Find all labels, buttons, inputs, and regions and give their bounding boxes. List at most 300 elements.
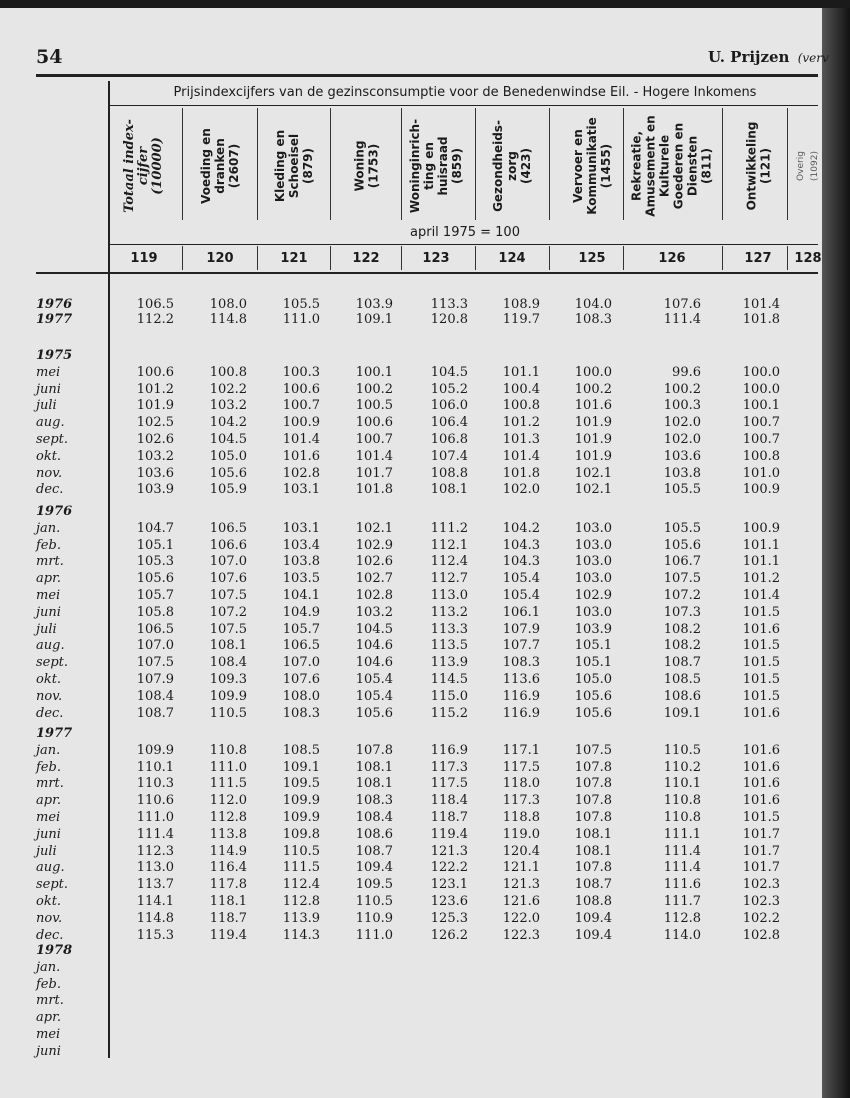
- table-cell: 110.1: [136, 759, 174, 775]
- row-label: okt.: [36, 894, 62, 909]
- table-cell: 108.9: [502, 297, 540, 312]
- table-cell: 102.5: [136, 415, 174, 431]
- column-number-120: 120: [206, 251, 234, 266]
- column-divider: [722, 246, 723, 270]
- table-cell: 108.1: [574, 826, 612, 842]
- table-cell: 114.8: [136, 910, 174, 926]
- table-cell: 116.9: [502, 705, 540, 721]
- table-cell: 107.8: [355, 742, 393, 758]
- table-cell: 108.8: [430, 465, 468, 481]
- table-cell: 103.2: [355, 604, 393, 620]
- table-cell: 113.8: [209, 826, 247, 842]
- table-cell: 101.4: [742, 297, 780, 312]
- table-cell: 103.5: [282, 571, 320, 587]
- table-cell: 103.9: [574, 621, 612, 637]
- table-cell: 104.9: [282, 604, 320, 620]
- table-cell: 108.1: [209, 638, 247, 654]
- table-cell: 101.5: [742, 638, 780, 654]
- column-divider: [257, 108, 258, 220]
- table-cell: 107.6: [282, 672, 320, 687]
- year-label: 1977: [36, 726, 73, 741]
- column-divider: [787, 246, 788, 270]
- table-cell: 102.8: [742, 927, 780, 943]
- table-cell: 113.3: [430, 621, 468, 637]
- column-divider: [623, 246, 624, 270]
- table-cell: 102.6: [136, 432, 174, 447]
- table-cell: 101.8: [355, 482, 393, 498]
- column-header-119: [109, 108, 179, 223]
- column-number-127: 127: [744, 251, 772, 266]
- table-cell: 106.4: [430, 415, 468, 431]
- column-header-label: Totaal index- cijfer (10000): [122, 118, 165, 213]
- column-divider: [475, 108, 476, 220]
- table-cell: 111.5: [209, 776, 247, 792]
- year-label: 1978: [36, 943, 73, 958]
- column-header-123: [401, 108, 471, 223]
- table-cell: 100.7: [742, 432, 780, 447]
- table-cell: 104.1: [282, 588, 320, 603]
- table-cell: 111.1: [663, 826, 701, 842]
- table-cell: 108.1: [430, 482, 468, 498]
- table-cell: 109.3: [209, 672, 247, 687]
- table-cell: 105.4: [502, 571, 540, 587]
- table-cell: 101.2: [742, 571, 780, 587]
- column-divider: [549, 246, 550, 270]
- table-cell: 105.5: [663, 520, 701, 536]
- table-cell: 108.1: [355, 776, 393, 792]
- table-cell: 100.9: [282, 415, 320, 431]
- table-cell: 103.8: [663, 465, 701, 481]
- section-letter: U.: [708, 48, 725, 66]
- table-cell: 112.4: [282, 877, 320, 893]
- column-divider: [257, 246, 258, 270]
- title-rule: [110, 105, 818, 106]
- table-cell: 116.9: [430, 742, 468, 758]
- table-cell: 115.2: [430, 705, 468, 721]
- table-cell: 107.6: [209, 571, 247, 587]
- table-cell: 105.6: [209, 465, 247, 481]
- table-cell: 113.3: [430, 297, 468, 312]
- table-cell: 109.4: [574, 910, 612, 926]
- column-divider: [182, 108, 183, 220]
- table-cell: 101.1: [742, 554, 780, 570]
- table-cell: 113.7: [136, 877, 174, 893]
- column-divider: [549, 108, 550, 220]
- table-cell: 100.8: [742, 448, 780, 464]
- table-cell: 118.1: [209, 894, 247, 909]
- table-cell: 121.3: [502, 877, 540, 893]
- table-cell: 108.4: [136, 688, 174, 704]
- table-cell: 112.3: [136, 843, 174, 859]
- running-head: [708, 48, 829, 66]
- table-cell: 111.4: [663, 843, 701, 859]
- table-cell: 108.1: [574, 843, 612, 859]
- table-cell: 101.5: [742, 688, 780, 704]
- table-cell: 106.0: [430, 398, 468, 414]
- table-cell: 121.1: [502, 860, 540, 876]
- column-header-126: [631, 108, 713, 223]
- table-cell: 101.9: [136, 398, 174, 414]
- table-cell: 101.6: [574, 398, 612, 414]
- book-binding-shadow: [822, 8, 850, 1098]
- table-cell: 109.9: [282, 793, 320, 809]
- table-cell: 108.5: [663, 672, 701, 687]
- table-cell: 100.1: [742, 398, 780, 414]
- table-cell: 116.4: [209, 860, 247, 876]
- table-cell: 107.0: [209, 554, 247, 570]
- row-label: sept.: [36, 877, 69, 893]
- column-divider: [623, 108, 624, 220]
- row-label: mrt.: [36, 776, 64, 792]
- table-cell: 113.2: [430, 604, 468, 620]
- table-cell: 106.1: [502, 604, 540, 620]
- table-cell: 104.2: [502, 520, 540, 536]
- row-label: apr.: [36, 793, 61, 809]
- table-cell: 99.6: [672, 364, 701, 380]
- table-cell: 105.0: [209, 448, 247, 464]
- table-cell: 117.8: [209, 877, 247, 893]
- table-cell: 109.5: [282, 776, 320, 792]
- row-label: mei: [36, 1027, 61, 1042]
- table-cell: 100.9: [742, 482, 780, 498]
- table-cell: 107.5: [209, 621, 247, 637]
- row-label: apr.: [36, 1010, 61, 1026]
- table-cell: 100.2: [574, 381, 612, 397]
- table-cell: 101.6: [742, 705, 780, 721]
- table-cell: 100.0: [742, 381, 780, 397]
- table-cell: 103.0: [574, 537, 612, 553]
- table-cell: 105.8: [136, 604, 174, 620]
- table-cell: 110.5: [282, 843, 320, 859]
- table-cell: 101.5: [742, 604, 780, 620]
- column-divider: [475, 246, 476, 270]
- table-cell: 105.3: [136, 554, 174, 570]
- row-label: nov.: [36, 688, 63, 704]
- column-divider: [722, 108, 723, 220]
- table-cell: 107.8: [574, 759, 612, 775]
- row-label: sept.: [36, 432, 69, 447]
- row-label: okt.: [36, 448, 62, 464]
- column-number-121: 121: [280, 251, 308, 266]
- column-number-119: 119: [130, 251, 158, 266]
- table-cell: 108.8: [574, 894, 612, 909]
- column-header-label: Woning (1753): [352, 140, 380, 191]
- table-cell: 105.7: [136, 588, 174, 603]
- table-cell: 100.1: [355, 364, 393, 380]
- column-header-122: [331, 108, 401, 223]
- column-number-128: 128: [794, 251, 822, 266]
- table-cell: 106.5: [136, 621, 174, 637]
- row-label: jan.: [36, 959, 61, 975]
- table-cell: 101.0: [742, 465, 780, 481]
- table-cell: 120.8: [430, 312, 468, 327]
- table-cell: 109.4: [355, 860, 393, 876]
- table-cell: 103.0: [574, 520, 612, 536]
- table-cell: 111.2: [430, 520, 468, 536]
- row-label: jan.: [36, 520, 61, 536]
- row-label: juli: [36, 621, 57, 637]
- column-header-120: [185, 108, 255, 223]
- table-cell: 115.0: [430, 688, 468, 704]
- table-cell: 107.9: [136, 672, 174, 687]
- table-cell: 102.6: [355, 554, 393, 570]
- table-cell: 100.2: [663, 381, 701, 397]
- row-label: juni: [36, 826, 61, 842]
- table-cell: 104.5: [430, 364, 468, 380]
- table-cell: 100.0: [742, 364, 780, 380]
- table-cell: 114.1: [136, 894, 174, 909]
- table-cell: 101.5: [742, 655, 780, 671]
- table-cell: 102.1: [355, 520, 393, 536]
- table-cell: 101.6: [742, 776, 780, 792]
- column-header-label: Overig (1092): [796, 150, 820, 181]
- table-cell: 111.0: [209, 759, 247, 775]
- table-cell: 102.2: [209, 381, 247, 397]
- table-cell: 101.3: [502, 432, 540, 447]
- table-cell: 101.7: [742, 826, 780, 842]
- table-cell: 102.9: [574, 588, 612, 603]
- table-cell: 117.1: [502, 742, 540, 758]
- table-cell: 100.7: [355, 432, 393, 447]
- table-cell: 103.8: [282, 554, 320, 570]
- table-cell: 118.7: [209, 910, 247, 926]
- table-cell: 100.7: [742, 415, 780, 431]
- table-cell: 100.4: [502, 381, 540, 397]
- table-cell: 107.2: [209, 604, 247, 620]
- table-cell: 105.4: [355, 688, 393, 704]
- table-cell: 109.9: [209, 688, 247, 704]
- table-cell: 118.4: [430, 793, 468, 809]
- table-cell: 105.6: [136, 571, 174, 587]
- table-cell: 108.3: [282, 705, 320, 721]
- table-cell: 111.0: [282, 312, 320, 327]
- table-cell: 101.8: [502, 465, 540, 481]
- table-cell: 100.8: [502, 398, 540, 414]
- table-cell: 105.1: [136, 537, 174, 553]
- table-cell: 114.5: [430, 672, 468, 687]
- table-cell: 123.6: [430, 894, 468, 909]
- table-cell: 111.4: [663, 312, 701, 327]
- table-cell: 110.8: [663, 793, 701, 809]
- table-cell: 106.7: [663, 554, 701, 570]
- table-cell: 103.2: [209, 398, 247, 414]
- table-cell: 102.2: [742, 910, 780, 926]
- table-cell: 116.9: [502, 688, 540, 704]
- table-cell: 105.1: [574, 638, 612, 654]
- row-label: nov.: [36, 465, 63, 481]
- table-cell: 110.5: [663, 742, 701, 758]
- column-header-128: [793, 108, 823, 223]
- table-title: Prijsindexcijfers van de gezinsconsumptie voor de Benedenwindse Eil. - Hogere Inkomens: [173, 85, 757, 100]
- table-cell: 106.6: [209, 537, 247, 553]
- row-label: juni: [36, 1043, 61, 1059]
- table-cell: 108.7: [663, 655, 701, 671]
- row-label: mei: [36, 810, 61, 825]
- table-cell: 101.4: [355, 448, 393, 464]
- table-cell: 113.9: [430, 655, 468, 671]
- table-cell: 105.6: [663, 537, 701, 553]
- table-cell: 103.2: [136, 448, 174, 464]
- row-label: mrt.: [36, 993, 64, 1009]
- table-cell: 101.7: [742, 860, 780, 876]
- column-number-123: 123: [422, 251, 450, 266]
- row-label: aug.: [36, 638, 65, 654]
- row-label: dec.: [36, 705, 64, 721]
- row-label: mei: [36, 588, 61, 603]
- table-cell: 110.6: [136, 793, 174, 809]
- column-divider: [182, 246, 183, 270]
- table-cell: 111.4: [663, 860, 701, 876]
- table-cell: 107.7: [502, 638, 540, 654]
- table-cell: 108.7: [136, 705, 174, 721]
- table-cell: 106.5: [209, 520, 247, 536]
- table-cell: 100.9: [742, 520, 780, 536]
- table-cell: 107.6: [663, 297, 701, 312]
- row-label: aug.: [36, 415, 65, 431]
- table-cell: 106.5: [136, 297, 174, 312]
- table-cell: 100.5: [355, 398, 393, 414]
- table-cell: 107.5: [663, 571, 701, 587]
- table-cell: 103.0: [574, 604, 612, 620]
- table-cell: 103.1: [282, 482, 320, 498]
- table-cell: 101.6: [282, 448, 320, 464]
- table-cell: 102.0: [663, 432, 701, 447]
- table-cell: 104.6: [355, 638, 393, 654]
- table-cell: 103.9: [136, 482, 174, 498]
- table-cell: 109.1: [663, 705, 701, 721]
- table-cell: 121.3: [430, 843, 468, 859]
- row-label: juli: [36, 398, 57, 414]
- table-cell: 112.0: [209, 793, 247, 809]
- row-label: okt.: [36, 672, 62, 687]
- row-label: jan.: [36, 742, 61, 758]
- column-header-label: Rekreatie, Amusement en Kulturele Goederen en Diensten (811): [630, 114, 714, 217]
- table-cell: 119.7: [502, 312, 540, 327]
- table-cell: 108.7: [355, 843, 393, 859]
- table-cell: 105.2: [430, 381, 468, 397]
- stub-divider: [108, 81, 110, 1058]
- table-cell: 108.4: [209, 655, 247, 671]
- table-cell: 107.8: [574, 793, 612, 809]
- table-cell: 103.4: [282, 537, 320, 553]
- table-cell: 104.2: [209, 415, 247, 431]
- table-cell: 104.0: [574, 297, 612, 312]
- table-cell: 108.4: [355, 810, 393, 825]
- table-cell: 110.8: [209, 742, 247, 758]
- table-cell: 112.8: [663, 910, 701, 926]
- year-label: 1975: [36, 348, 73, 363]
- table-cell: 117.3: [502, 793, 540, 809]
- column-divider: [787, 108, 788, 220]
- table-cell: 119.4: [430, 826, 468, 842]
- table-cell: 113.5: [430, 638, 468, 654]
- table-cell: 110.5: [209, 705, 247, 721]
- table-cell: 110.2: [663, 759, 701, 775]
- table-cell: 108.5: [282, 742, 320, 758]
- table-cell: 114.9: [209, 843, 247, 859]
- row-label: dec.: [36, 927, 64, 943]
- table-cell: 100.7: [282, 398, 320, 414]
- row-label: feb.: [36, 537, 61, 553]
- document-page: [0, 8, 850, 1098]
- table-cell: 101.8: [742, 312, 780, 327]
- table-cell: 110.1: [663, 776, 701, 792]
- table-cell: 110.9: [355, 910, 393, 926]
- table-cell: 111.0: [355, 927, 393, 943]
- table-cell: 102.3: [742, 894, 780, 909]
- table-cell: 101.1: [742, 537, 780, 553]
- row-label: mei: [36, 364, 61, 380]
- table-cell: 111.7: [663, 894, 701, 909]
- table-cell: 105.4: [355, 672, 393, 687]
- table-cell: 108.3: [355, 793, 393, 809]
- column-divider: [401, 246, 402, 270]
- table-cell: 114.3: [282, 927, 320, 943]
- table-cell: 118.8: [502, 810, 540, 825]
- table-cell: 104.5: [209, 432, 247, 447]
- column-header-label: Voeding en dranken (2607): [199, 127, 241, 204]
- table-cell: 112.8: [209, 810, 247, 825]
- table-cell: 112.8: [282, 894, 320, 909]
- table-cell: 113.0: [430, 588, 468, 603]
- table-cell: 118.0: [502, 776, 540, 792]
- table-cell: 110.3: [136, 776, 174, 792]
- table-cell: 119.0: [502, 826, 540, 842]
- column-header-127: [727, 108, 789, 223]
- table-cell: 102.9: [355, 537, 393, 553]
- table-cell: 101.6: [742, 742, 780, 758]
- column-header-124: [475, 108, 549, 223]
- table-cell: 108.3: [502, 655, 540, 671]
- table-cell: 102.1: [574, 465, 612, 481]
- table-cell: 104.7: [136, 520, 174, 536]
- table-cell: 101.2: [136, 381, 174, 397]
- year-label: 1976: [36, 504, 73, 519]
- table-cell: 108.6: [663, 688, 701, 704]
- table-cell: 108.2: [663, 638, 701, 654]
- table-cell: 109.1: [282, 759, 320, 775]
- row-label: feb.: [36, 976, 61, 992]
- table-cell: 101.5: [742, 672, 780, 687]
- column-header-125: [554, 108, 630, 223]
- table-cell: 108.1: [355, 759, 393, 775]
- column-header-label: Ontwikkeling (121): [744, 121, 773, 210]
- table-cell: 104.5: [355, 621, 393, 637]
- row-label: juni: [36, 381, 61, 397]
- table-cell: 107.9: [502, 621, 540, 637]
- table-cell: 101.6: [742, 621, 780, 637]
- table-cell: 107.8: [574, 810, 612, 825]
- table-cell: 117.5: [502, 759, 540, 775]
- table-cell: 102.3: [742, 877, 780, 893]
- table-cell: 101.4: [502, 448, 540, 464]
- table-cell: 105.6: [355, 705, 393, 721]
- table-cell: 107.5: [574, 742, 612, 758]
- table-cell: 118.7: [430, 810, 468, 825]
- table-cell: 110.5: [355, 894, 393, 909]
- table-cell: 112.7: [430, 571, 468, 587]
- column-number-122: 122: [352, 251, 380, 266]
- base-period-label: april 1975 = 100: [410, 225, 520, 240]
- row-label: nov.: [36, 910, 63, 926]
- table-cell: 101.9: [574, 432, 612, 447]
- table-cell: 111.6: [663, 877, 701, 893]
- column-number-124: 124: [498, 251, 526, 266]
- table-cell: 108.2: [663, 621, 701, 637]
- table-cell: 109.1: [355, 312, 393, 327]
- table-cell: 100.6: [355, 415, 393, 431]
- table-cell: 114.0: [663, 927, 701, 943]
